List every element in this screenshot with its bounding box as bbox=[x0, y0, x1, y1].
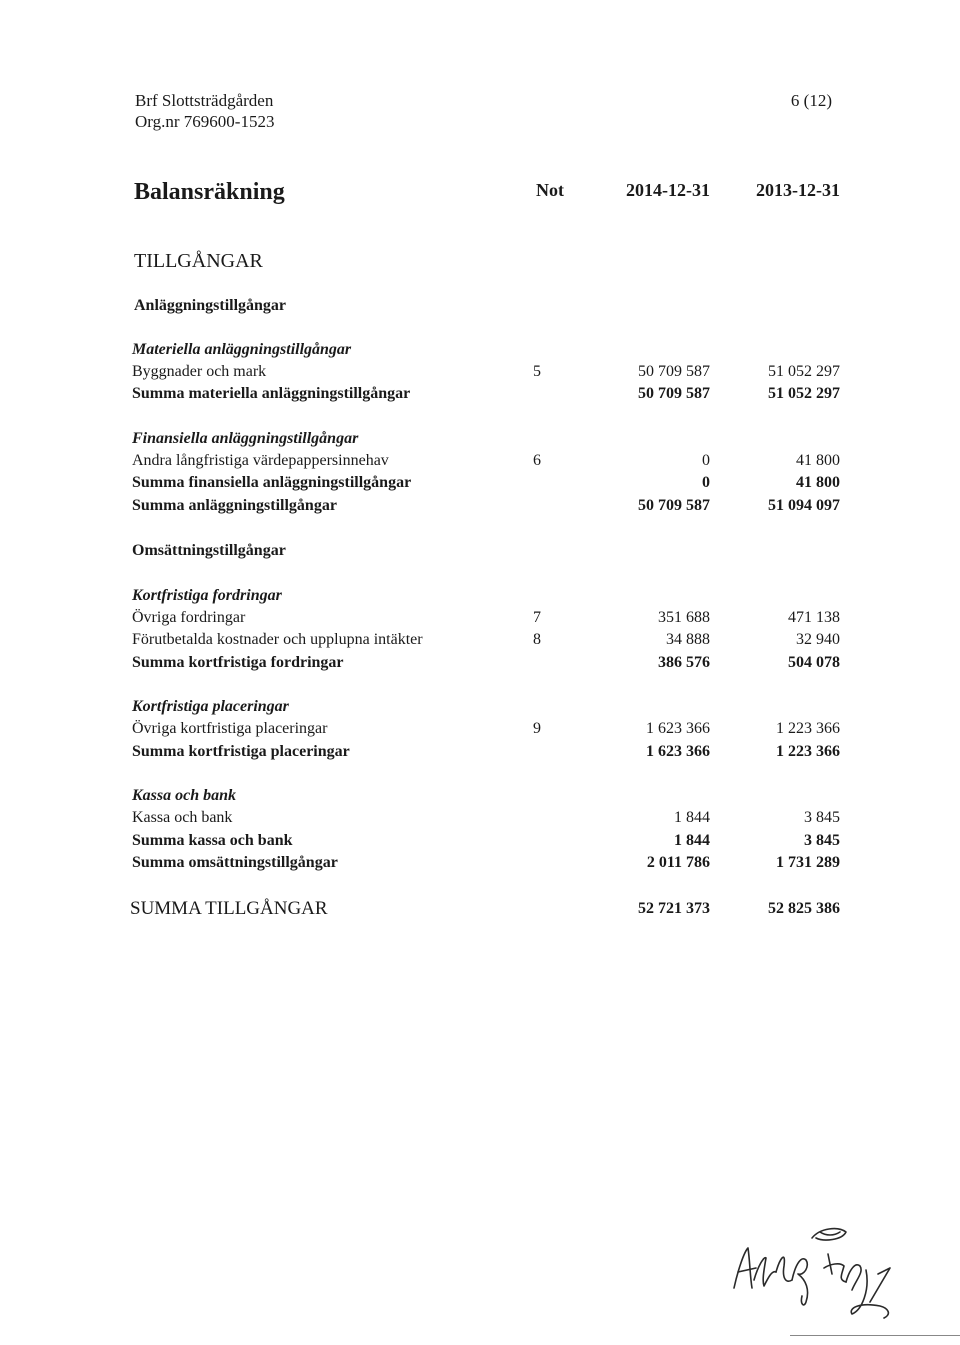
subtotal-row: Summa anläggningstillgångar 50 709 587 51 094 097 bbox=[132, 497, 840, 514]
subtotal-row: Summa omsättningstillgångar 2 011 786 1 731 289 bbox=[132, 854, 840, 871]
section-omsattningstillgangar: Omsättningstillgångar bbox=[132, 542, 286, 559]
group-heading-kassa-och-bank: Kassa och bank bbox=[132, 787, 237, 804]
page-number: 6 (12) bbox=[790, 91, 832, 110]
group-heading-finansiella: Finansiella anläggningstillgångar bbox=[132, 430, 359, 447]
column-year-2014: 2014-12-31 bbox=[626, 180, 710, 200]
section-anlaggningstillgangar: Anläggningstillgångar bbox=[134, 297, 287, 314]
subtotal-row: Summa materiella anläggningstillgångar 50 709 587 51 052 297 bbox=[132, 385, 840, 402]
subtotal-row: Summa finansiella anläggningstillgångar 0 41 800 bbox=[132, 474, 840, 491]
table-row: Andra långfristiga värdepappersinnehav 6 0 41 800 bbox=[132, 452, 840, 469]
signatures-icon bbox=[720, 1210, 920, 1330]
table-row: Övriga kortfristiga placeringar 9 1 623 366 1 223 366 bbox=[132, 720, 840, 737]
subtotal-row: Summa kassa och bank 1 844 3 845 bbox=[132, 832, 840, 849]
org-number: Org.nr 769600-1523 bbox=[135, 112, 275, 131]
column-year-2013: 2013-12-31 bbox=[756, 180, 840, 200]
table-row: Förutbetalda kostnader och upplupna intäkter 8 34 888 32 940 bbox=[132, 631, 840, 648]
subtotal-row: Summa kortfristiga placeringar 1 623 366 1 223 366 bbox=[132, 743, 840, 760]
table-row: Övriga fordringar 7 351 688 471 138 bbox=[132, 609, 840, 626]
section-tillgangar: TILLGÅNGAR bbox=[134, 250, 263, 272]
group-heading-kortfristiga-placeringar: Kortfristiga placeringar bbox=[132, 698, 289, 715]
table-row: Kassa och bank 1 844 3 845 bbox=[132, 809, 840, 826]
column-note: Not bbox=[536, 180, 564, 200]
group-heading-kortfristiga-fordringar: Kortfristiga fordringar bbox=[132, 587, 282, 604]
page-title: Balansräkning bbox=[134, 179, 285, 205]
table-row: Byggnader och mark 5 50 709 587 51 052 297 bbox=[132, 363, 840, 380]
group-heading-materiella: Materiella anläggningstillgångar bbox=[132, 341, 352, 358]
org-name: Brf Slottsträdgården bbox=[135, 91, 274, 110]
divider bbox=[790, 1335, 960, 1336]
subtotal-row: Summa kortfristiga fordringar 386 576 504 078 bbox=[132, 654, 840, 671]
total-row: SUMMA TILLGÅNGAR 52 721 373 52 825 386 bbox=[130, 898, 840, 919]
